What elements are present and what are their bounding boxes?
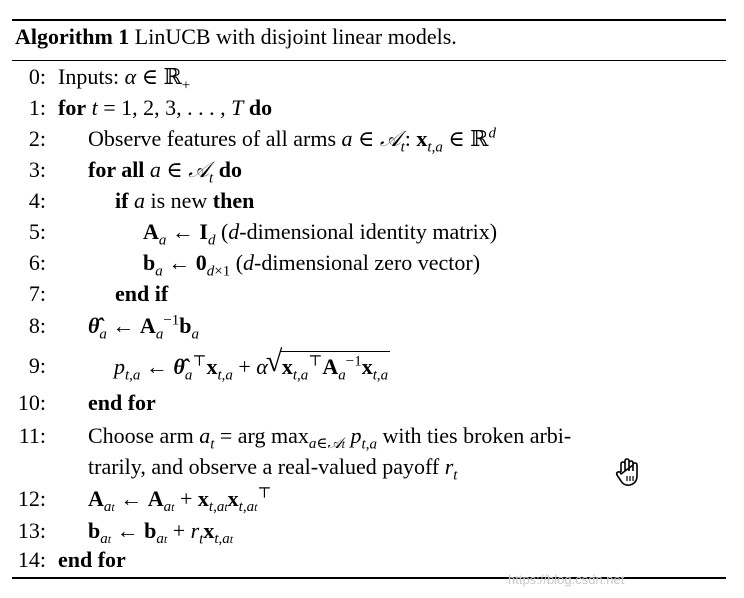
line-number: 11: bbox=[18, 423, 46, 448]
line-text: if a is new then bbox=[115, 188, 255, 213]
line-text: Observe features of all arms a ∈ 𝒜$_t$: $x_{t,a}$ ∈ ℝ$^d$ bbox=[88, 125, 496, 156]
line-number: 10: bbox=[17, 390, 46, 415]
line-number: 3: bbox=[28, 157, 46, 182]
caption-rule bbox=[12, 60, 726, 61]
algo-line-7 bbox=[0, 279, 744, 309]
algo-line-5 bbox=[0, 217, 744, 247]
line-text: Choose arm $a_t$ = arg $\max_{a\in 𝒜t} p_{t,a}$ with ties broken arbi- bbox=[88, 423, 572, 453]
line-number: 13: bbox=[17, 518, 46, 543]
line-number: 5: bbox=[28, 219, 46, 244]
algo-line-0 bbox=[0, 62, 744, 92]
algo-line-2 bbox=[0, 124, 744, 154]
line-number: 6: bbox=[28, 250, 46, 275]
line-number: 8: bbox=[28, 313, 46, 338]
algo-line-3 bbox=[0, 155, 744, 185]
algo-line-4 bbox=[0, 186, 744, 216]
line-number: 12: bbox=[17, 486, 46, 511]
line-text: for t = 1, 2, 3, . . . , T do bbox=[58, 95, 273, 120]
watermark: https://blog.csdn.net bbox=[508, 572, 625, 587]
line-text: $p_{t,a}$ ← $\thetâ_a^⊤x_{t,a} + \alpha$ √ $x_{t,a}^⊤A_a^{-1}x_{t,a}$ bbox=[114, 345, 389, 384]
line-number: 0: bbox=[28, 64, 46, 89]
algo-line-10 bbox=[0, 388, 744, 418]
line-number: 7: bbox=[28, 281, 46, 306]
line-number: 2: bbox=[28, 126, 46, 151]
algo-line-1 bbox=[0, 93, 744, 123]
line-number: 14: bbox=[17, 547, 46, 572]
line-number: 1: bbox=[28, 95, 46, 120]
line-text: for all a ∈ 𝒜$_t$ do bbox=[88, 157, 242, 187]
line-text: $\thetâ_a$ ← $A_a^{-1}b_a$ bbox=[88, 312, 200, 343]
line-number: 9: bbox=[28, 353, 46, 378]
line-text: end for bbox=[88, 390, 156, 415]
line-text: $b_{at}$ ← $b_{at} + r_tx_{t,at}$ bbox=[88, 518, 234, 548]
line-text: $b_a$ ← $0_{d\times 1}$ (d-dimensional zero vector) bbox=[143, 250, 481, 280]
algorithm-caption bbox=[15, 24, 457, 50]
algorithm-title: LinUCB with disjoint linear models. bbox=[134, 24, 457, 49]
line-text: end if bbox=[115, 281, 169, 306]
algo-line-14 bbox=[0, 545, 744, 575]
algo-line-9 bbox=[0, 345, 744, 384]
algo-line-13 bbox=[0, 516, 744, 546]
line-text: trarily, and observe a real-valued payoff $r_t$ bbox=[88, 454, 458, 484]
line-text: $A_a$ ← $I_d$ (d-dimensional identity matrix) bbox=[143, 219, 498, 249]
hand-cursor-icon bbox=[612, 456, 646, 490]
top-rule bbox=[12, 19, 726, 21]
line-text: $A_{at}$ ← $A_{at} + x_{t,at}x_{t,at}^⊤$ bbox=[88, 485, 272, 516]
algo-line-11 bbox=[0, 421, 744, 451]
algo-line-6 bbox=[0, 248, 744, 278]
line-text: end for bbox=[58, 547, 126, 572]
algo-line-8 bbox=[0, 311, 744, 341]
algorithm-label: Algorithm 1 bbox=[15, 24, 130, 49]
line-text: Inputs: α ∈ ℝ$_+$ bbox=[58, 64, 191, 94]
line-number: 4: bbox=[28, 188, 46, 213]
